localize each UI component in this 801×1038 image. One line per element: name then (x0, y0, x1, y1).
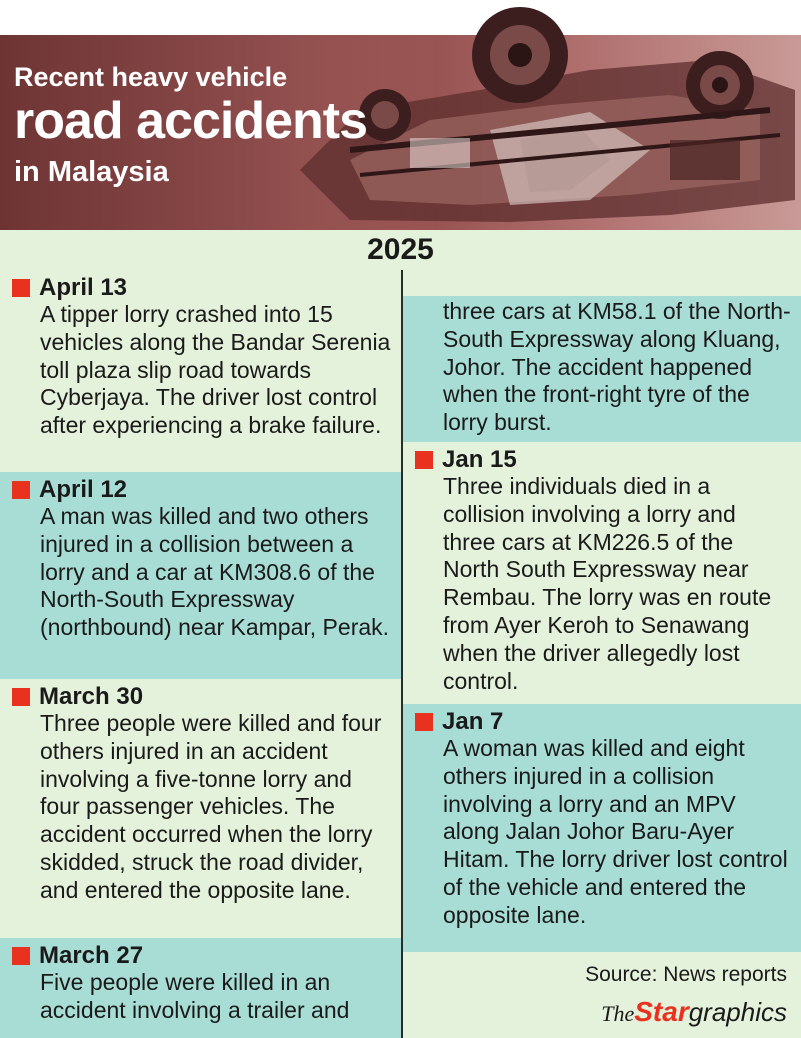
brand-graphics: graphics (688, 997, 787, 1027)
accident-date: Jan 15 (442, 446, 517, 473)
red-square-marker-icon (415, 713, 433, 731)
source-credit: Source: News reports (585, 963, 787, 986)
accident-entry (403, 442, 801, 704)
accident-entry-continued (403, 296, 801, 442)
year-heading: 2025 (367, 233, 434, 266)
title-line-3: in Malaysia (14, 156, 169, 188)
accident-entry (0, 938, 401, 1038)
accident-entry (0, 270, 401, 472)
accident-description: Three individuals died in a collision involving a lorry and three cars at KM226.5 of the North South Expressway near Rembau. The lorry was en route from Ayer Keroh to Senawang when the driver allegedly lost control. (443, 473, 772, 694)
accident-description: A man was killed and two others injured in a collision between a lorry and a car at KM308.6 of the North-South Expressway (northbound) near Kampar, Perak. (40, 503, 390, 641)
accident-date: April 13 (39, 274, 128, 301)
accident-description: Three people were killed and four others injured in an accident involving a five-tonne lorry and four passenger vehicles. The accident occurred when the lorry skidded, struck the road divider, and entered the opposite lane. (40, 710, 382, 903)
accident-date: April 12 (39, 476, 128, 503)
brand-star: Star (634, 996, 689, 1027)
red-square-marker-icon (12, 947, 30, 965)
accident-description: A woman was killed and eight others injured in a collision involving a lorry and an MPV along Jalan Johor Baru-Ayer Hitam. The lorry driver lost control of the vehicle and entered the opposite lane. (443, 735, 788, 928)
accident-date: March 30 (39, 683, 144, 710)
accident-date: Jan 7 (442, 708, 504, 735)
red-square-marker-icon (12, 688, 30, 706)
accident-entry (403, 704, 801, 952)
star-graphics-logo (601, 996, 787, 1028)
accident-description: Five people were killed in an accident involving a trailer and (40, 969, 350, 1023)
title-line-1: Recent heavy vehicle (14, 62, 288, 92)
accident-entry (0, 472, 401, 679)
header-banner (0, 0, 801, 230)
brand-the: The (601, 1001, 635, 1026)
red-square-marker-icon (12, 481, 30, 499)
accident-entry (0, 679, 401, 938)
title-line-2: road accidents (14, 92, 368, 150)
accident-date: March 27 (39, 942, 144, 969)
red-square-marker-icon (12, 279, 30, 297)
accident-description: A tipper lorry crashed into 15 vehicles along the Bandar Serenia toll plaza slip road towards Cyberjaya. The driver lost control after experiencing a brake failure. (40, 301, 391, 439)
red-square-marker-icon (415, 451, 433, 469)
accident-description-continued: three cars at KM58.1 of the North-South Expressway along Kluang, Johor. The accident happened when the front-right tyre of the lorry burst. (443, 298, 791, 436)
